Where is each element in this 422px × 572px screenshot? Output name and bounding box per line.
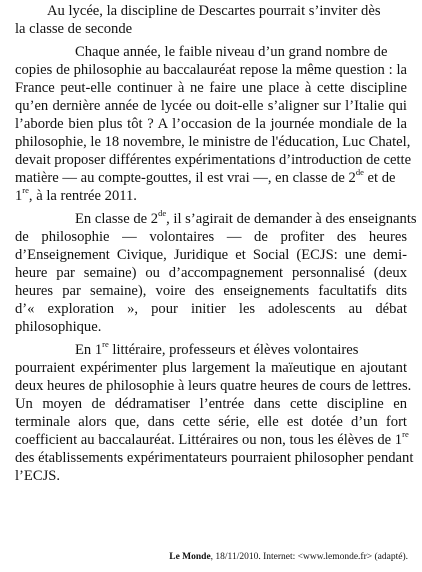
text-line: France peut-elle continuer à ne faire une place à cette discipline xyxy=(15,80,407,96)
text-line: heures par semaine), voire des enseignements facultatifs dits xyxy=(15,283,407,299)
text-line: 1re, à la rentrée 2011. xyxy=(15,185,137,204)
text-line: Chaque année, le faible niveau d’un grand nombre de xyxy=(75,44,388,60)
text-line: copies de philosophie au baccalauréat repose la même question : la xyxy=(15,62,407,78)
text-line: matière — au compte-gouttes, il est vrai —, en classe de 2de et de xyxy=(15,167,396,186)
text-line: deux heures de philosophie à leurs quatre heures de cours de lettres. xyxy=(15,378,412,394)
text-line: philosophique. xyxy=(15,319,102,335)
text-line: de philosophie — volontaires — de profiter des heures xyxy=(15,229,407,245)
source-citation xyxy=(169,551,408,563)
text-line: l’ECJS. xyxy=(15,468,61,484)
text-line: terminale alors que, dans cette série, elle est dotée d’un fort xyxy=(15,414,407,430)
source-name: Le Monde xyxy=(169,552,211,562)
text-line: d’Enseignement Civique, Juridique et Social (ECJS: une demi- xyxy=(15,247,407,263)
text-line: d’« exploration », pour initier les adolescents au débat xyxy=(15,301,407,317)
text-line: l’aborde bien plus tôt ? A l’occasion de la journée mondiale de la xyxy=(15,116,407,132)
text-line: heure par semaine) ou d’accompagnement personnalisé (deux xyxy=(15,265,407,281)
text-line: philosophie, le 18 novembre, le ministre de l'éducation, Luc Chatel, xyxy=(15,134,411,150)
text-line: Au lycée, la discipline de Descartes pourrait s’inviter dès xyxy=(47,3,381,19)
text-line: des établissements expérimentateurs pourraient philosopher pendant xyxy=(15,450,414,466)
source-detail: , 18/11/2010. Internet: <www.lemonde.fr> (adapté). xyxy=(210,552,408,562)
text-line: coefficient au baccalauréat. Littéraires ou non, tous les élèves de 1re xyxy=(15,429,409,448)
text-line: pourraient expérimenter plus largement la maïeutique en ajoutant xyxy=(15,360,407,376)
text-line: Un moyen de dédramatiser l’entrée dans cette discipline en xyxy=(15,396,407,412)
text-line: En 1re littéraire, professeurs et élèves volontaires xyxy=(75,339,359,358)
text-line: la classe de seconde xyxy=(15,21,133,37)
text-line: En classe de 2de, il s’agirait de demander à des enseignants xyxy=(75,208,417,227)
text-line: qu’en dernière année de lycée ou doit-elle s’aligner sur l’Italie qui xyxy=(15,98,407,114)
text-line: devait proposer différentes expérimentations d’introduction de cette xyxy=(15,152,412,168)
